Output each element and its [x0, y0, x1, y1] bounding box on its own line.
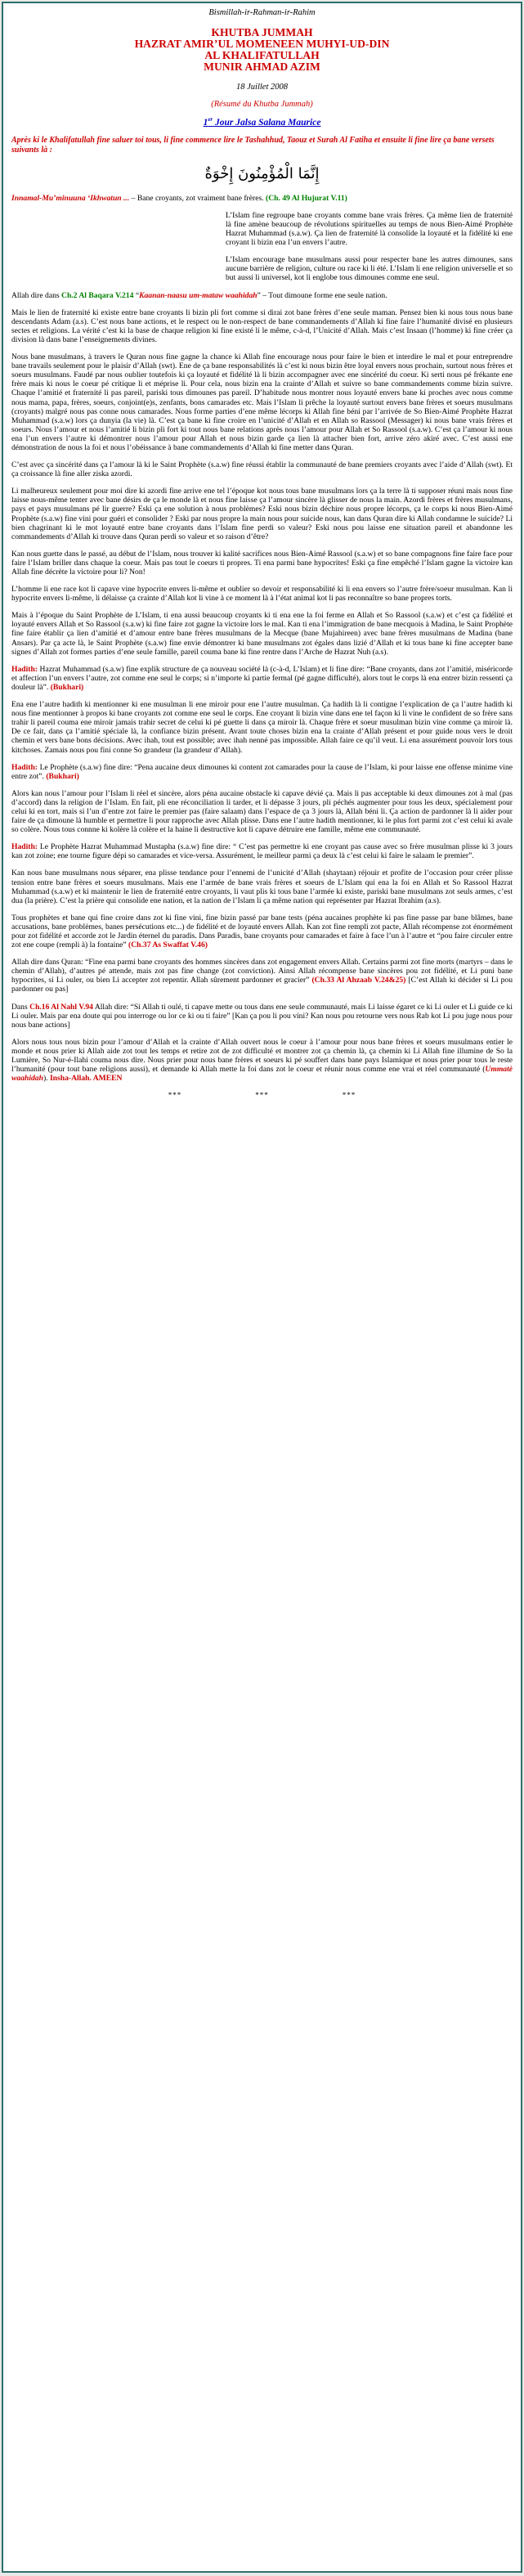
paragraph-4-citation: Ch.2 Al Baqara V.214	[61, 290, 134, 300]
paragraph-10: L’homme li ene race kot li capave vine hypocrite envers li-même et oublier so devoir et responsabilité ki li ena envers so l’autre frère/soeur musulman. Kan li hypocrite envers li-même, li délaisse ça crainte d’Allah kot li vine à ce moment là à l’état animal kot li pas reconnaître so bane propres torts.	[11, 585, 513, 604]
paragraph-15	[11, 913, 513, 949]
document-page	[2, 2, 522, 2573]
paragraph-16	[11, 958, 513, 994]
title-line-4: MUNIR AHMAD AZIM	[204, 61, 320, 73]
paragraph-4-a: Allah dire dans	[11, 290, 62, 300]
paragraph-18-quote: Ummatè waahidah	[11, 1065, 513, 1084]
paragraph-17-text: Allah dire: “Si Allah ti oulé, ti capave mette ou tous dans ene seule communauté, mais Li laisse égaret ce ki Li ouler et Li guide ce ki Li ouler. Mais par ena doute qui pou interroge ou lor ce ki ou ti faire” [Kan ça pou li pou vini? Kan nous pou retourne vers nous Rab kot Li pou juge nous pour nous bane actions]	[11, 1002, 513, 1030]
paragraph-1-text: – Bane croyants, zot vraiment bane frères.	[129, 193, 266, 203]
sermon-date: 18 Juillet 2008	[236, 83, 288, 92]
verse-citation: (Ch. 49 Al Hujurat V.11)	[266, 193, 347, 203]
hadith-1-citation: (Bukhari)	[50, 682, 84, 692]
title-line-3: AL KHALIFATULLAH	[204, 49, 320, 61]
paragraph-16-text: Allah dire dans Quran: “Fine ena parmi bane croyants des hommes sincères dans zot engagement envers Allah. Certains parmi zot fine morts (martyrs – dans le chemin d’Allah), d’autres pé attende, mais zot pas fine change (zot conviction). Ainsi Allah récompense bane sincères pou zot fidélité, et Li puni bane hypocrites, si Li ouler, ou bien Li accepter zot repentir. Allah sûrement pardonner et gracier”	[11, 958, 513, 985]
paragraph-4-b: “	[133, 290, 140, 300]
paragraph-16-citation: (Ch.33 Al Ahzaab V.24&25)	[311, 976, 406, 985]
paragraph-4-c: ” – Tout dimoune forme ene seule nation.	[257, 290, 387, 300]
stars-1: ***	[168, 1091, 182, 1100]
paragraph-14: Kan nous bane musulmans nous séparer, ena plisse tendance pour l’ennemi de l’unicité d’Allah (shaytaan) réjouir et profite de l’occasion pour créer plisse tension entre bane frères et soeurs musulmans. Mais ene l’armée de bane vrais frères et soeurs de L’Islam qui ena la foi en Allah et So Rassool Hazrat Muhammad (s.a.w) et ki maintenir le lien de fraternité entre croyants, li vaut plis ki tous bane l’armée ki existe, pariski bane musulmans zot seuls armes, c’est dua (la prière). C’est la prière qui consolide ene nation, et la nation de l’Islam li ça même nation qui représenter par Hazrat Ibrahim (a.s).	[11, 868, 513, 905]
arabic-verse: إِنَّمَا الْمُؤْمِنُونَ إِخْوَةٌ	[204, 164, 320, 182]
hadith-1-label: Hadith:	[11, 664, 38, 674]
page-title	[11, 27, 513, 73]
paragraph-6: Nous bane musulmans, à travers le Quran nous fine gagne la chance ki Allah fine encourage nous pour faire le bien et interdire le mal et pour entreprendre bane travails seulement pour le plaisir d’Allah (swt). Ene de ça bane responsabilités là c’est ki nous bizin être loyal envers nous prochain, surtout nous frères et soeurs musulmans. Faudé par nous oublier toutefois ki ça loyauté et fidélité là li bizin accompagner avec ene sincérité du coeur. Ki serti nous pé frékante ene frère mais ki nous le coeur pé critique li et méprise li. Pour cela, nous bizin ena la crainte d’Allah et suivre so bane commandements comme bizin suivre. Chaque l’amitié et fraternité li pas pareil, pariski tous dimounes pas pareil. D’habitude nous montrer nous loyauté envers bane ki proches avec nous comme nous mama, papa, frères, soeurs, conjoint(e)s, zenfants, bons camarades etc. Mais l’Islam li prêche la loyauté surtout envers bane frères et soeurs musulmans (croyants) malgré nous pas conne nous camarades. Nous forme parties d’ene même lécorps ki Allah fine béni par l’arrivée de So Bien-Aimé Prophète Hazrat Muhammad (s.a.w) lors ça dunyia (la vie) là. C’est ça bane ki fine croire en l’unicité d’Allah et en Allah so Rassool (Messager) ki nous bane vrais frères et soeurs. Nous l’amour et nous l’amitié li bizin pli fort ki tout nous bane relations après nous l’amour pour Allah et So Rassool (s.a.w). C’est ça l’amour ki nous ena l’un envers l’autre ki démontrer nous l’amour pour Allah et nous bizin garde ça lien là attacher bien fort, arrive zéro akiré avec. C’est aussi ene démonstration de nous la foi et nous l’obéissance à bane commandements d’Allah ki fine metter dans Quran.	[11, 352, 513, 452]
intro-text: Après ki le Khalifatullah fine saluer toi tous, li fine commence lire le Tashahhud, Taouz et Surah Al Fatiha et ensuite li fine lire ça bane versets suivants là :	[11, 135, 495, 155]
paragraph-18-b: ).	[43, 1074, 50, 1084]
paragraph-7: C’est avec ça sincérité dans ça l’amour là ki le Saint Prophète (s.a.w) fine réussi établir la communauté de bane premiers croyants avec l’aide d’Allah (swt). Et ça croissance là fine aller ziska azordi.	[11, 460, 513, 479]
paragraph-4	[11, 291, 513, 300]
paragraph-9: Kan nous guette dans le passé, au début de l’Islam, nous trouver ki kalité sacrifices nous Bien-Aimé Rassool (s.a.w) et so bane compagnons fine faire face pour faire l’Islam briller dans chaque la coeur. Mais pas tout le coeurs ti propres. Ti ena parmi bane hypocrites! Eski ça fine empêché l’Islam gagne la victoire kan Allah fine décrète la victoire pour li? Non!	[11, 549, 513, 577]
hadith-2-citation: (Bukhari)	[46, 771, 79, 781]
paragraph-13: Alors kan nous l’amour pour l’Islam li réel et sincère, alors péna aucaine obstacle ki capave dévié ça. Mais li pas acceptable ki deux dimounes zot à mal (pas d’accord) dans la religion de l’Islam. En fait, pli ene réconciliation li tarder, et li dépasse 3 jours, pli péchés augmenter pour tous les deux, spécialement pour celui ki en tort, mais si l’un d’entre zot faire le premier pas (faire salaam) dans l’espace de ça 3 jours là, Allah béni li. Ça action de pardonner là li aider pour faire de ça dimoune là humble et permettre li pour rapproche avec Allah plisse. Dans ene l’autre hadith mentionner, ki le plus fort parmi zot c’est celui ki avale so colère. Nous tous connne ki kolère là colère et la haine li destructive kot li capave détruire ene famille, même ene communauté.	[11, 788, 513, 835]
hadith-3-label: Hadith:	[11, 842, 38, 852]
paragraph-17	[11, 1003, 513, 1030]
jalsa-day-number: 1	[203, 117, 208, 128]
paragraph-15-text: Tous prophètes et bane qui fine croire dans zot ki fine vini, fine bizin passé par bane tests (péna aucaines prophète ki pas fine passe par bane blâmes, bane accusations, bane problèmes, banes persécutions etc...) de fidélité et de loyauté envers Allah. Kan zot fine rempli zot pacte, Allah récompense zot énormément pour zot fidélité et accorde zot le Jardin éternel du paradis. Dans Paradis, bane croyants pour camarades et faire à face l’un à l’autre et “pou faire circuler entre zot ene coupe (rempli à) la fontaine”	[11, 913, 513, 950]
paragraph-17-citation: Ch.16 Al Nahl V.94	[29, 1002, 93, 1012]
stars-2: ***	[255, 1091, 269, 1100]
paragraph-16-note: [C’est Allah ki décider si Li pou pardonner ou pas]	[11, 976, 513, 994]
jalsa-day-suffix: er	[208, 116, 213, 123]
paragraph-18	[11, 1038, 513, 1083]
paragraph-18-text: Alors nous tous nous bizin pour l’amour d’Allah et la crainte d’Allah ouvert nous le coeur à l’amour pour nous bane frères et soeurs musulmans entier le monde et nous prier ki Allah aide zot tout les temps et retire zot de zot difficulté et montrer zot ça chemin là, ça chemin ki Li Allah fine illumine de So la Lumière, So Nur-é-Ilahi couma nous dire. Nous prier pour nous bane frères et soeurs ki pé souffert dans bane pays Islamique et nous prier pour tous le reste l’humanité (pour tout bane religions aussi), et demande ki Allah mette la foi dans zot le coeur et réunir nous comme ene vrai et réel communauté (	[11, 1037, 513, 1075]
paragraph-17-a: Dans	[11, 1002, 30, 1012]
closing-stars	[11, 1091, 513, 1099]
closing-ameen: Insha-Allah. AMEEN	[49, 1074, 123, 1084]
paragraph-12: Ena ene l’autre hadith ki mentionner ki ene musulman li ene miroir pour ene l’autre musulman. Ça hadith là li contigne l’explication de ça l’autre hadith ki nous fine mentionner à propos ki bane croyants zot comme ene seul le corps. Ene croyant li bizin vine dans ene tel façon ki li vine le confident de so frère sans trahir li pareil couma ene miroir jamais trahir secret de celui ki pé guette li dans ça miroir là. Chaque frère et soeur musulman bizin vine comme ça miroir là. De ce fait, dans ça l’amitié spéciale là, la confiance bizin présent. Avant toute choses bizin ena la crainte d’Allah présent et pour guide nous vers le droit chemin et vers bane bons décisions. Avec ihah, tout est possible; avec ihah nenné pas impossible. Allah faire ce qu’il veut. Li ena assurément pouvoir lors tous kitchoses. Zamais nous pou fini conne So grandeur (la grandeur d’Allah).	[11, 700, 513, 755]
bismillah: Bismillah-ir-Rahman-ir-Rahim	[208, 8, 316, 17]
jalsa-day-text: Jour Jalsa Salana Maurice	[213, 117, 321, 128]
hadith-2-label: Hadith:	[11, 762, 38, 772]
hadith-3	[11, 842, 513, 860]
hadith-1	[11, 665, 513, 692]
title-line-1: KHUTBA JUMMAH	[211, 26, 313, 38]
title-line-2: HAZRAT AMIR’UL MOMENEEN MUHYI-UD-DIN	[134, 38, 390, 50]
hadith-2-text: Le Prophète (s.a.w) fine dire: “Pena aucaine deux dimounes ki content zot camarades pour la cause de l’Islam, ki pour laisse ene offense minime vine entre zot”.	[11, 762, 513, 781]
hadith-1-text: Hazrat Muhammad (s.a.w) fine explik structure de ça nouveau société là (c-à-d, L’Islam) et li fine dire: “Bane croyants, dans zot l’amitié, miséricorde et affection l’un envers l’autre, zot comme ene seul le corps; si n’importe ki partie fermal (pé gagne difficulté), alors tout le corps là ena entrer bizin ressenti ça douleur là”.	[11, 664, 513, 692]
hadith-3-text: Le Prophète Hazrat Muhammad Mustapha (s.a.w) fine dire: “ C’est pas permettre ki ene croyant pas cause avec so frère musulman plisse ki 3 jours kan zot zoine; ene tourne figure dépi so camarades et vice-versa. Assurément, le meilleur parmi ça deux là c’est celui ki faire le salaam le premier”.	[11, 842, 513, 861]
paragraph-4-quote: Kaanan-naasu um-mataw waahidah	[139, 290, 258, 300]
paragraph-3: L’Islam encourage bane musulmans aussi pour respecter bane les autres dimounes, sans aucune barrière de religion, culture ou race ki li été. L’Islam li ene religion universelle et so but aussi li universel, kot li englobe tous dimounes comme ene seul.	[226, 255, 513, 283]
paragraph-8: Li malheureux seulement pour moi dire ki azordi fine arrive ene tel l’époque kot nous tous bane musulmans lors ça la terre là ti supposer réuni mais nous fine laisse nous-même tenter avec bane désirs de ça le monde là et nous fine laisse ça l’amour sincère là glisser de nous la main. Azordi frères et frères musulmans, pays et pays musulmans pé lir guerre? Eski ça ene solution à nous problèmes? Eski nous bizin déchire nous propre lécorps, ça le corps ki nous Bien-Aimé Prophète (s.a.w) fine vini pour guéri et consolider ? Eski par nous propre la main nous pour suicide nous, kan dans Quran dire ki Allah condamne le suicide? Li bien chagrinant ki le mot loyauté entre bane croyants dans l’Islam fine perdi so valeur? Eski nous pou laisse ene situation pareil et abandonne les commandements d’Allah ki trouve dans Quran perdi so valeur et so raison d’être?	[11, 487, 513, 541]
stars-3: ***	[342, 1091, 356, 1100]
hadith-2	[11, 763, 513, 781]
paragraph-15-citation: (Ch.37 As Swaffat V.46)	[128, 940, 208, 950]
paragraph-5: Mais le lien de fraternité ki existe entre bane croyants li bizin pli fort comme si dirai zot bane frères d’ene seule maman. Pensez bien ki nous tous nous bane descendants Adam (a.s). C’est nous bane actions, et le respect ou le non-respect de bane commandements d’Allah ki fine faire l’humanité divisé en plusieurs sectes et religions. La vérité c’est ki la base de chaque religion ki fine existé li le même, c-à-d, l’Unicité d’Allah. Mais c’est Insaan (l’homme) ki fine créer ça division là dans bane l’enseignements divines.	[11, 307, 513, 344]
summary-label: (Résumé du Khutba Jummah)	[211, 100, 313, 109]
jalsa-day-heading	[11, 116, 513, 128]
verse-transliteration: Innamal-Mu’minuuna ‘Ikhwatun ...	[11, 193, 130, 203]
paragraph-11: Mais à l’époque du Saint Prophète de L’Islam, ti ena aussi beaucoup croyants ki ti ena ene la foi ferme en Allah et So Rassool (s.a.w) et c’est ça fidélité et loyauté envers Allah et So Rassool (s.a.w) ki fine faire zot gagne la victoire lors le mal. Kan ti ena l’immigration de bane mecquois à Madina, le Saint Prophète fine faire établir ça lien d’amitié et d’amour entre bane frères musulmans de la Mecque (bane Mujahireen) avec bane frères musulmans de Madina (bane Ansars). Par ça acte là, le Saint Prophète (s.a.w) fine envie démontrer ki bane musulmans zot égales dans lizié d’Allah et ki tous bane ki fine accepter bane signes d’Allah zot formes parties d’ene seule famille, pareil couma bane ki fine rentre dans l’Arche de Hazrat Nuh (a.s).	[11, 611, 513, 657]
paragraph-1	[11, 194, 513, 203]
paragraph-2: L’Islam fine regroupe bane croyants comme bane vrais frères. Ça même lien de fraternité là fine amène beaucoup de révolutions spirituelles au temps de nous Bien-Aimé Prophète Hazrat Muhammad (s.a.w). Ça lien de fraternité là consolide la loyauté et la fidélité ki ene croyant li bizin ena l’un envers l’autre.	[226, 210, 513, 248]
